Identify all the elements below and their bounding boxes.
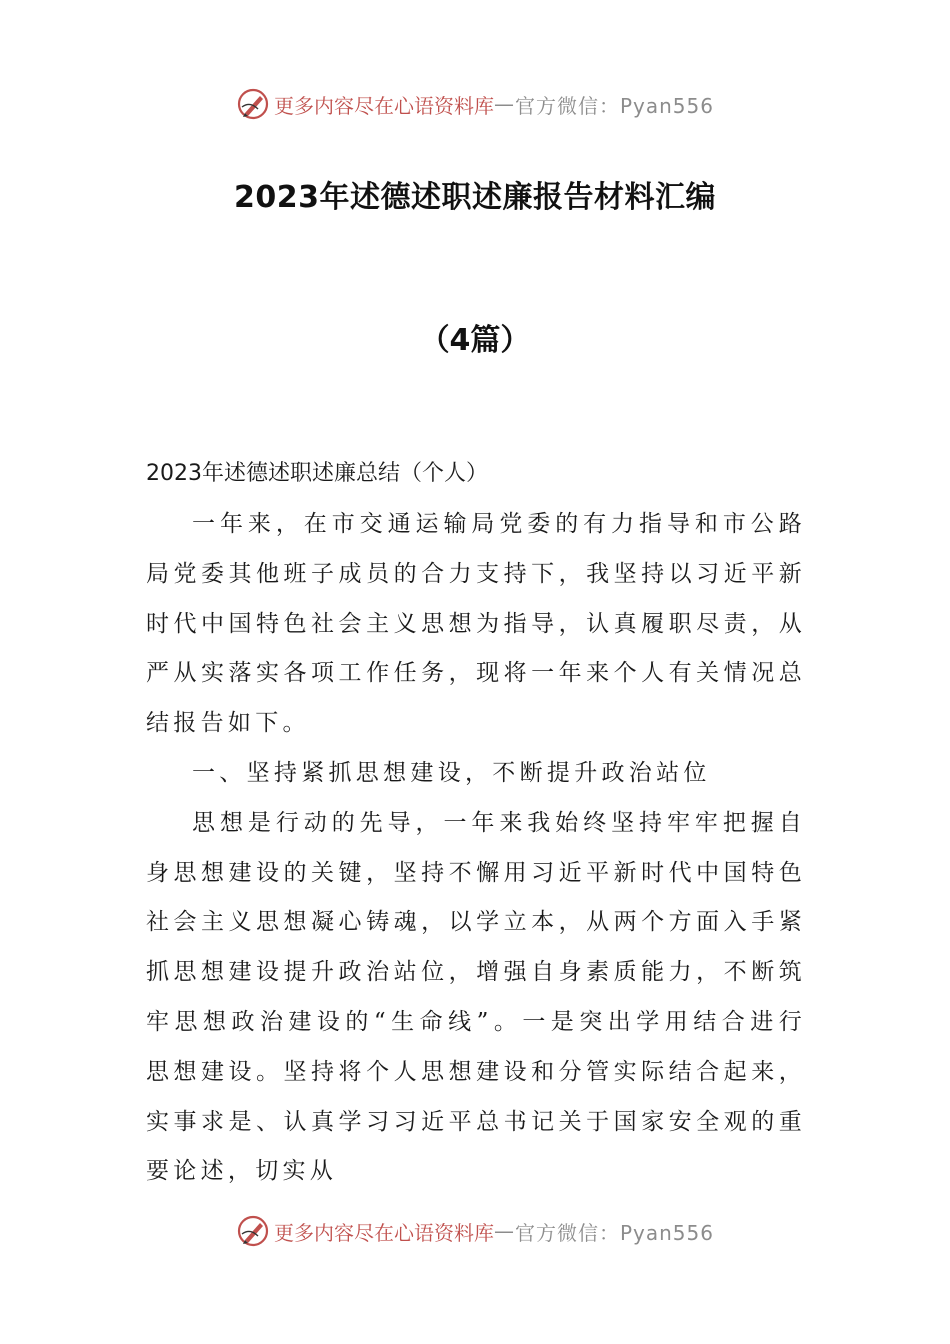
banner-main-text: 更多内容尽在心语资料库 <box>273 93 494 118</box>
body-text <box>146 500 806 1197</box>
header-watermark-banner <box>0 84 950 124</box>
paragraph: 思想是行动的先导，一年来我始终坚持牢牢把握自身思想建设的关键，坚持不懈用习近平新时代中国特色社会主义思想凝心铸魂，以学立本，从两个方面入手紧抓思想建设提升政治站位，增强自身素质能力，不断筑牢思想政治建设的“生命线”。一是突出学用结合进行思想建设。坚持将个人思想建设和分管实际结合起来，实事求是、认真学习习近平总书记关于国家安全观的重要论述，切实从 <box>146 809 806 1185</box>
document-subtitle: （4篇） <box>419 323 531 358</box>
banner-wechat-text: 官方微信：Pyan556 <box>514 93 714 118</box>
section-heading: 2023年述德述职述廉总结（个人） <box>146 461 488 486</box>
banner-dash: — <box>493 92 515 116</box>
paragraph: 一年来，在市交通运输局党委的有力指导和市公路局党委其他班子成员的合力支持下，我坚持以习近平新时代中国特色社会主义思想为指导，认真履职尽责，从严从实落实各项工作任务，现将一年来个人有关情况总结报告如下。 <box>146 511 806 737</box>
banner-dash: — <box>493 1219 515 1243</box>
banner-main-text: 更多内容尽在心语资料库 <box>273 1220 494 1245</box>
pen-logo-icon <box>236 1214 270 1248</box>
pen-logo-icon <box>236 87 270 121</box>
document-title: 2023年述德述职述廉报告材料汇编 <box>234 180 716 215</box>
banner-wechat-text: 官方微信：Pyan556 <box>514 1220 714 1245</box>
paragraph-heading: 一、坚持紧抓思想建设，不断提升政治站位 <box>192 759 711 786</box>
footer-watermark-banner <box>0 1211 950 1251</box>
